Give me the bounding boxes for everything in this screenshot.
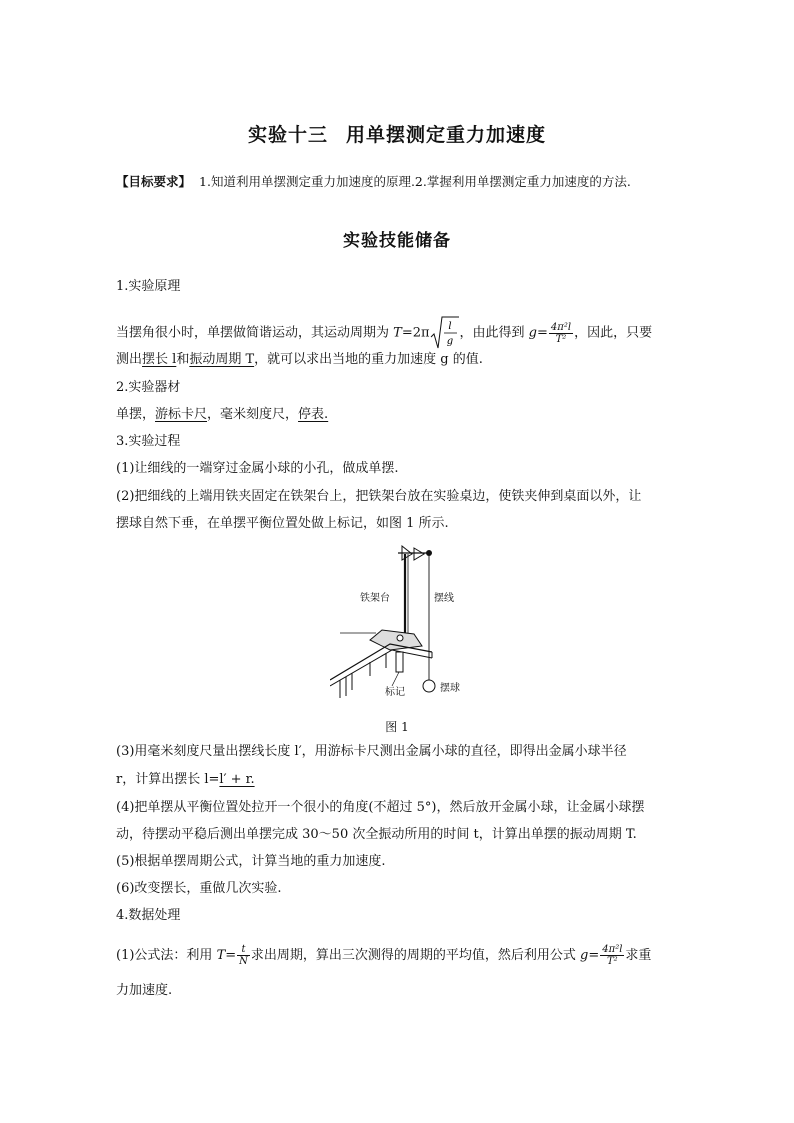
page-title <box>0 120 794 147</box>
principle-line-1: 当摆角很小时，单摆做简谐运动，其运动周期为 T=2π l g ，由此得到 g= $\frac{\text{4π²l}}{\text{T²}}$ ，因此，只要 <box>116 315 652 351</box>
principle-line-2: 测出摆长 l和振动周期 T，就可以求出当地的重力加速度 g 的值. <box>116 352 483 367</box>
svg-text:g: g <box>446 336 453 347</box>
equipment-heading: 2.实验器材 <box>116 380 181 395</box>
equipment-list: 单摆，游标卡尺，毫米刻度尺，停表. <box>116 407 329 422</box>
fraction-t-over-N: $\frac{t}{N}$ <box>239 944 248 967</box>
data-processing-heading: 4.数据处理 <box>116 908 181 923</box>
principle-heading: 1.实验原理 <box>116 279 181 294</box>
process-step-4-line-1: (4)把单摆从平衡位置处拉开一个很小的角度(不超过 5°)，然后放开金属小球，让金属小球摆 <box>116 800 645 815</box>
process-step-6: (6)改变摆长，重做几次实验. <box>116 881 282 896</box>
process-step-3-line-1: (3)用毫米刻度尺量出摆线长度 l′，用游标卡尺测出金属小球的直径，即得出金属小球半径 <box>116 744 627 759</box>
pendulum-figure <box>330 540 470 710</box>
title-part2: 用单摆测定重力加速度 <box>346 124 547 146</box>
process-step-5: (5)根据单摆周期公式，计算当地的重力加速度. <box>116 854 386 869</box>
svg-text:l: l <box>447 321 452 332</box>
fraction-4pi2l-over-T2-formula: $\frac{\text{4π²l}}{\text{T²}}$ <box>602 944 623 967</box>
fraction-4pi2l-over-T2: $\frac{\text{4π²l}}{\text{T²}}$ <box>550 321 572 345</box>
process-step-2-line-2: 摆球自然下垂，在单摆平衡位置处做上标记，如图 1 所示. <box>116 516 449 531</box>
process-step-3-line-2: r，计算出摆长 l=l′ + r. <box>116 772 255 787</box>
title-part1: 实验十三 <box>247 124 328 146</box>
process-step-4-line-2: 动，待摆动平稳后测出单摆完成 30～50 次全振动所用的时间 t，计算出单摆的振动周期 T. <box>116 827 637 842</box>
label-string: 摆线 <box>434 593 454 604</box>
figure-caption: 图 1 <box>385 720 409 734</box>
process-heading: 3.实验过程 <box>116 434 181 449</box>
process-step-2-line-1: (2)把细线的上端用铁夹固定在铁架台上，把铁架台放在实验桌边，使铁夹伸到桌面以外，让 <box>116 489 642 504</box>
label-stand: 铁架台 <box>360 593 390 604</box>
sqrt-l-over-g <box>430 315 460 351</box>
goal-text: 1.知道利用单摆测定重力加速度的原理.2.掌握利用单摆测定重力加速度的方法. <box>199 174 631 189</box>
goal-tag: 【目标要求】 <box>116 174 192 189</box>
section-title: 实验技能储备 <box>343 231 451 251</box>
data-processing-line-2: 力加速度. <box>116 983 173 998</box>
learning-goals <box>116 172 696 190</box>
process-step-1: (1)让细线的一端穿过金属小球的小孔，做成单摆. <box>116 461 399 476</box>
label-mark: 标记 <box>385 687 405 698</box>
label-ball: 摆球 <box>440 683 460 694</box>
data-processing-line-1: (1)公式法：利用 T= $\frac{t}{N}$ 求出周期，算出三次测得的周期的平均值，然后利用公式 g= $\frac{\text{4π²l}}{\text{T²}}$ 求重 <box>116 944 652 967</box>
